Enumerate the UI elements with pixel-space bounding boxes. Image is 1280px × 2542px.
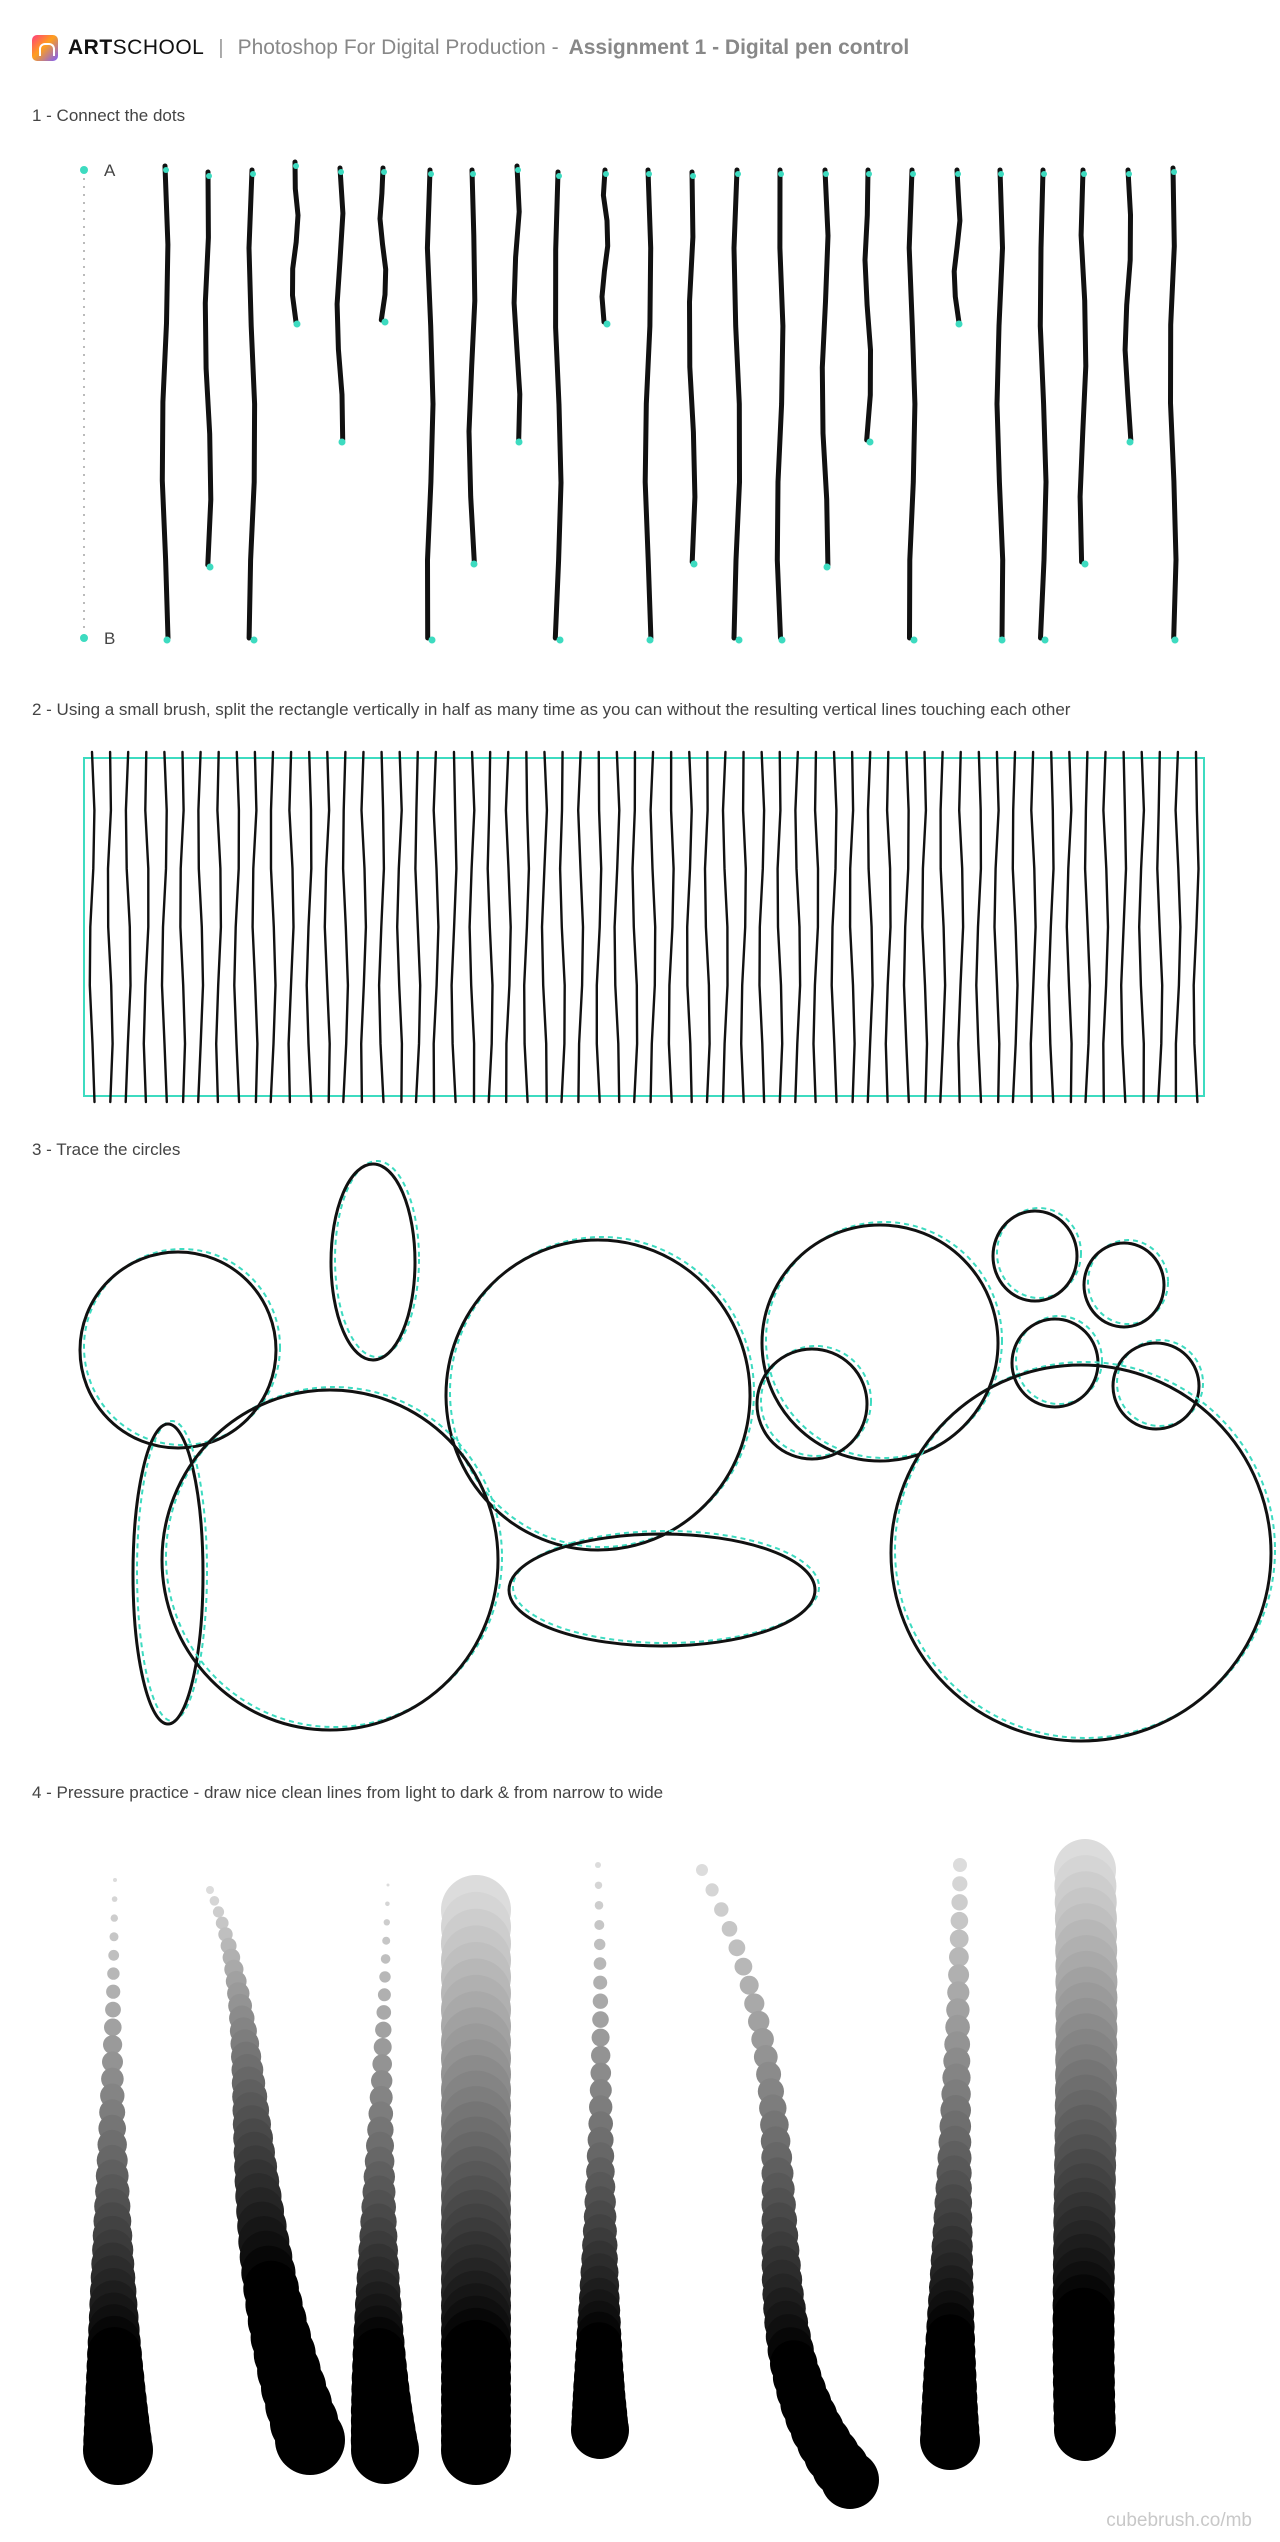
pressure-dab — [951, 1894, 967, 1910]
split-line — [253, 752, 258, 1102]
section-1-title: 1 - Connect the dots — [32, 106, 186, 125]
split-line — [651, 752, 656, 1102]
split-line — [560, 752, 565, 1102]
split-line — [741, 752, 746, 1102]
split-line — [597, 752, 601, 1102]
pressure-dab — [571, 2401, 629, 2459]
start-dot — [603, 171, 609, 177]
split-line — [1139, 752, 1144, 1102]
circle-shapes — [80, 1161, 1275, 1741]
split-line — [778, 752, 783, 1102]
connect-line — [337, 168, 343, 440]
start-dot — [428, 171, 434, 177]
pressure-dab — [949, 1947, 969, 1967]
connect-dots-canvas — [0, 150, 1280, 670]
split-line — [234, 752, 239, 1102]
connect-line — [909, 170, 915, 638]
pressure-dab — [210, 1896, 220, 1906]
split-line — [1049, 752, 1054, 1102]
pressure-dab — [379, 1971, 390, 1982]
guide-circle — [335, 1161, 419, 1357]
split-line — [995, 752, 1000, 1102]
split-line — [669, 752, 674, 1102]
pressure-dab — [706, 1883, 719, 1896]
end-dot — [339, 439, 346, 446]
connect-line — [690, 172, 695, 562]
pressure-dab — [592, 2011, 609, 2028]
connect-line — [865, 170, 871, 440]
pressure-dab — [387, 1884, 390, 1887]
start-dot — [1041, 171, 1047, 177]
pressure-dab — [112, 1896, 118, 1902]
split-line — [198, 752, 203, 1102]
traced-circle — [133, 1424, 203, 1724]
connect-line — [427, 170, 433, 638]
end-dot — [1172, 637, 1179, 644]
pressure-dab — [696, 1864, 708, 1876]
split-line — [1194, 752, 1199, 1102]
start-dot — [955, 171, 961, 177]
pressure-strokes — [83, 1839, 1117, 2509]
pressure-dab — [722, 1921, 738, 1937]
header-separator: | — [218, 36, 224, 59]
connect-line — [1171, 168, 1177, 638]
pressure-dab — [105, 2002, 121, 2018]
end-dot — [1082, 561, 1089, 568]
trace-circles-canvas — [0, 1150, 1280, 1750]
connect-line — [602, 170, 608, 322]
pressure-dab — [591, 2046, 610, 2065]
split-line — [126, 752, 131, 1102]
pressure-dab — [714, 1902, 728, 1916]
split-line — [760, 752, 765, 1102]
pressure-dab — [106, 1985, 120, 1999]
start-dot — [163, 167, 169, 173]
split-line — [850, 752, 855, 1102]
start-dot — [646, 171, 652, 177]
end-dot — [911, 637, 918, 644]
pressure-dab — [920, 2410, 980, 2470]
split-line — [904, 752, 909, 1102]
end-dot — [867, 439, 874, 446]
footer-url: cubebrush.co/mb — [1106, 2510, 1252, 2531]
start-dot — [823, 171, 829, 177]
split-line — [180, 752, 185, 1102]
connect-line — [1125, 170, 1131, 440]
split-line — [940, 752, 945, 1102]
split-line — [90, 752, 95, 1102]
end-dot — [516, 439, 523, 446]
start-dot — [735, 171, 741, 177]
split-line — [343, 752, 348, 1102]
pressure-dab — [381, 1954, 391, 1964]
pressure-dab — [111, 1914, 118, 1921]
connect-line — [1040, 170, 1046, 638]
pressure-dab — [377, 2005, 392, 2020]
split-line — [379, 752, 384, 1102]
pressure-dab — [385, 1902, 390, 1907]
split-line — [524, 752, 529, 1102]
end-dot — [382, 319, 389, 326]
start-dot — [866, 171, 872, 177]
start-dot — [293, 163, 299, 169]
split-line — [832, 752, 837, 1102]
start-dot — [910, 171, 916, 177]
split-line — [1121, 752, 1126, 1102]
split-line — [1085, 752, 1090, 1102]
split-line — [578, 752, 583, 1102]
split-line — [325, 752, 330, 1102]
split-line — [1067, 752, 1072, 1102]
pressure-dab — [384, 1919, 390, 1925]
connect-line — [380, 168, 386, 320]
pressure-dab — [594, 1957, 607, 1970]
pressure-dab — [735, 1958, 753, 1976]
connect-line — [249, 170, 255, 638]
end-dot — [251, 637, 258, 644]
split-line — [687, 752, 692, 1102]
pressure-dab — [206, 1886, 214, 1894]
split-line — [1103, 752, 1108, 1102]
start-dot — [250, 171, 256, 177]
split-line — [542, 752, 547, 1102]
end-dot — [207, 564, 214, 571]
split-line — [1157, 752, 1162, 1102]
end-dot — [294, 321, 301, 328]
split-line — [633, 752, 638, 1102]
split-line — [144, 752, 149, 1102]
end-dot — [471, 561, 478, 568]
pressure-dab — [104, 2019, 122, 2037]
split-line — [397, 752, 402, 1102]
split-line — [216, 752, 221, 1102]
split-lines — [90, 752, 1199, 1102]
split-line — [162, 752, 167, 1102]
pressure-dab — [595, 1901, 604, 1910]
split-line — [506, 752, 511, 1102]
split-line — [976, 752, 981, 1102]
section-4-title: 4 - Pressure practice - draw nice clean lines from light to dark & from narrow to wide — [32, 1783, 664, 1802]
artschool-logo-icon — [32, 35, 58, 61]
traced-circle — [762, 1225, 998, 1461]
traced-circle — [1113, 1343, 1199, 1429]
connect-line — [1080, 170, 1086, 562]
split-line — [307, 752, 312, 1102]
pressure-dab — [952, 1876, 967, 1891]
split-line — [814, 752, 819, 1102]
pressure-dab — [441, 2415, 511, 2485]
traced-circle — [331, 1164, 415, 1360]
pressure-dab — [595, 1882, 602, 1889]
split-line — [271, 752, 276, 1102]
traced-circle — [509, 1534, 815, 1646]
pressure-dab — [107, 1967, 119, 1979]
pressure-dab — [110, 1932, 119, 1941]
start-dot — [206, 173, 212, 179]
start-dot — [556, 173, 562, 179]
traced-circle — [993, 1211, 1077, 1301]
pressure-dab — [953, 1858, 967, 1872]
brand-name: ARTSCHOOL — [68, 36, 205, 59]
end-dot — [691, 561, 698, 568]
split-line — [1031, 752, 1036, 1102]
traced-circle — [757, 1349, 867, 1459]
course-title: Photoshop For Digital Production - — [237, 36, 559, 59]
connect-line — [162, 166, 168, 638]
end-dot — [557, 637, 564, 644]
point-a-dot — [80, 166, 88, 174]
pressure-dab — [275, 2405, 345, 2475]
end-dot — [779, 637, 786, 644]
pressure-practice-canvas — [0, 1830, 1280, 2530]
split-line — [361, 752, 366, 1102]
pressure-dab — [108, 1950, 119, 1961]
drawn-lines — [162, 162, 1178, 644]
end-dot — [1127, 439, 1134, 446]
split-rectangle-canvas — [0, 740, 1280, 1120]
section-2-title: 2 - Using a small brush, split the rectangle vertically in half as many time as you can without the resulting vertical lines touching each other — [32, 700, 1071, 719]
split-line — [868, 752, 873, 1102]
split-line — [615, 752, 620, 1102]
connect-line — [734, 170, 740, 638]
end-dot — [429, 637, 436, 644]
connect-line — [997, 170, 1003, 638]
pressure-dab — [351, 2416, 419, 2484]
connect-line — [469, 170, 475, 562]
start-dot — [470, 171, 476, 177]
split-line — [289, 752, 294, 1102]
connect-line — [205, 172, 211, 565]
start-dot — [778, 171, 784, 177]
split-line — [415, 752, 420, 1102]
split-line — [452, 752, 457, 1102]
start-dot — [381, 169, 387, 175]
end-dot — [999, 637, 1006, 644]
pressure-dab — [592, 2029, 610, 2047]
split-line — [470, 752, 475, 1102]
start-dot — [338, 169, 344, 175]
split-line — [434, 752, 439, 1102]
pressure-dab — [113, 1878, 117, 1882]
pressure-dab — [374, 2038, 392, 2056]
end-dot — [164, 637, 171, 644]
end-dot — [956, 321, 963, 328]
section-3-title: 3 - Trace the circles — [32, 1140, 181, 1159]
end-dot — [736, 637, 743, 644]
pressure-dab — [375, 2022, 391, 2038]
connect-line — [293, 162, 299, 322]
pressure-dab — [1054, 2399, 1116, 2461]
point-b-label: B — [104, 629, 116, 648]
pressure-dab — [382, 1937, 390, 1945]
traced-circle — [80, 1252, 276, 1448]
split-line — [922, 752, 927, 1102]
start-dot — [1081, 171, 1087, 177]
traced-circle — [891, 1365, 1271, 1741]
end-dot — [604, 321, 611, 328]
header — [32, 28, 909, 68]
guide-circle — [137, 1421, 207, 1721]
traced-circle — [1084, 1243, 1164, 1327]
assignment-title: Assignment 1 - Digital pen control — [568, 36, 910, 59]
point-a-label: A — [104, 161, 116, 180]
start-dot — [1126, 171, 1132, 177]
start-dot — [998, 171, 1004, 177]
pressure-dab — [951, 1912, 969, 1930]
start-dot — [690, 173, 696, 179]
split-line — [108, 752, 113, 1102]
split-line — [958, 752, 963, 1102]
pressure-dab — [744, 1993, 764, 2013]
start-dot — [1171, 169, 1177, 175]
split-line — [1013, 752, 1018, 1102]
connect-line — [954, 170, 960, 322]
pressure-dab — [594, 1939, 605, 1950]
end-dot — [1042, 637, 1049, 644]
pressure-dab — [593, 1976, 607, 1990]
split-line — [488, 752, 493, 1102]
end-dot — [647, 637, 654, 644]
pressure-dab — [950, 1930, 969, 1949]
connect-line — [645, 170, 651, 638]
split-line — [705, 752, 710, 1102]
pressure-dab — [740, 1976, 759, 1995]
connect-line — [514, 166, 520, 440]
connect-line — [777, 170, 783, 638]
point-b-dot — [80, 634, 88, 642]
connect-line — [822, 170, 828, 565]
connect-line — [555, 172, 561, 638]
start-dot — [515, 167, 521, 173]
pressure-dab — [595, 1862, 601, 1868]
pressure-dab — [594, 1920, 604, 1930]
pressure-dab — [378, 1988, 391, 2001]
split-line — [723, 752, 728, 1102]
split-line — [795, 752, 800, 1102]
pressure-dab — [729, 1939, 746, 1956]
split-line — [886, 752, 891, 1102]
pressure-dab — [213, 1906, 224, 1917]
pressure-dab — [83, 2415, 153, 2485]
split-line — [1176, 752, 1181, 1102]
end-dot — [824, 564, 831, 571]
pressure-dab — [593, 1994, 608, 2009]
pressure-dab — [821, 2451, 879, 2509]
traced-circle — [1012, 1319, 1098, 1407]
